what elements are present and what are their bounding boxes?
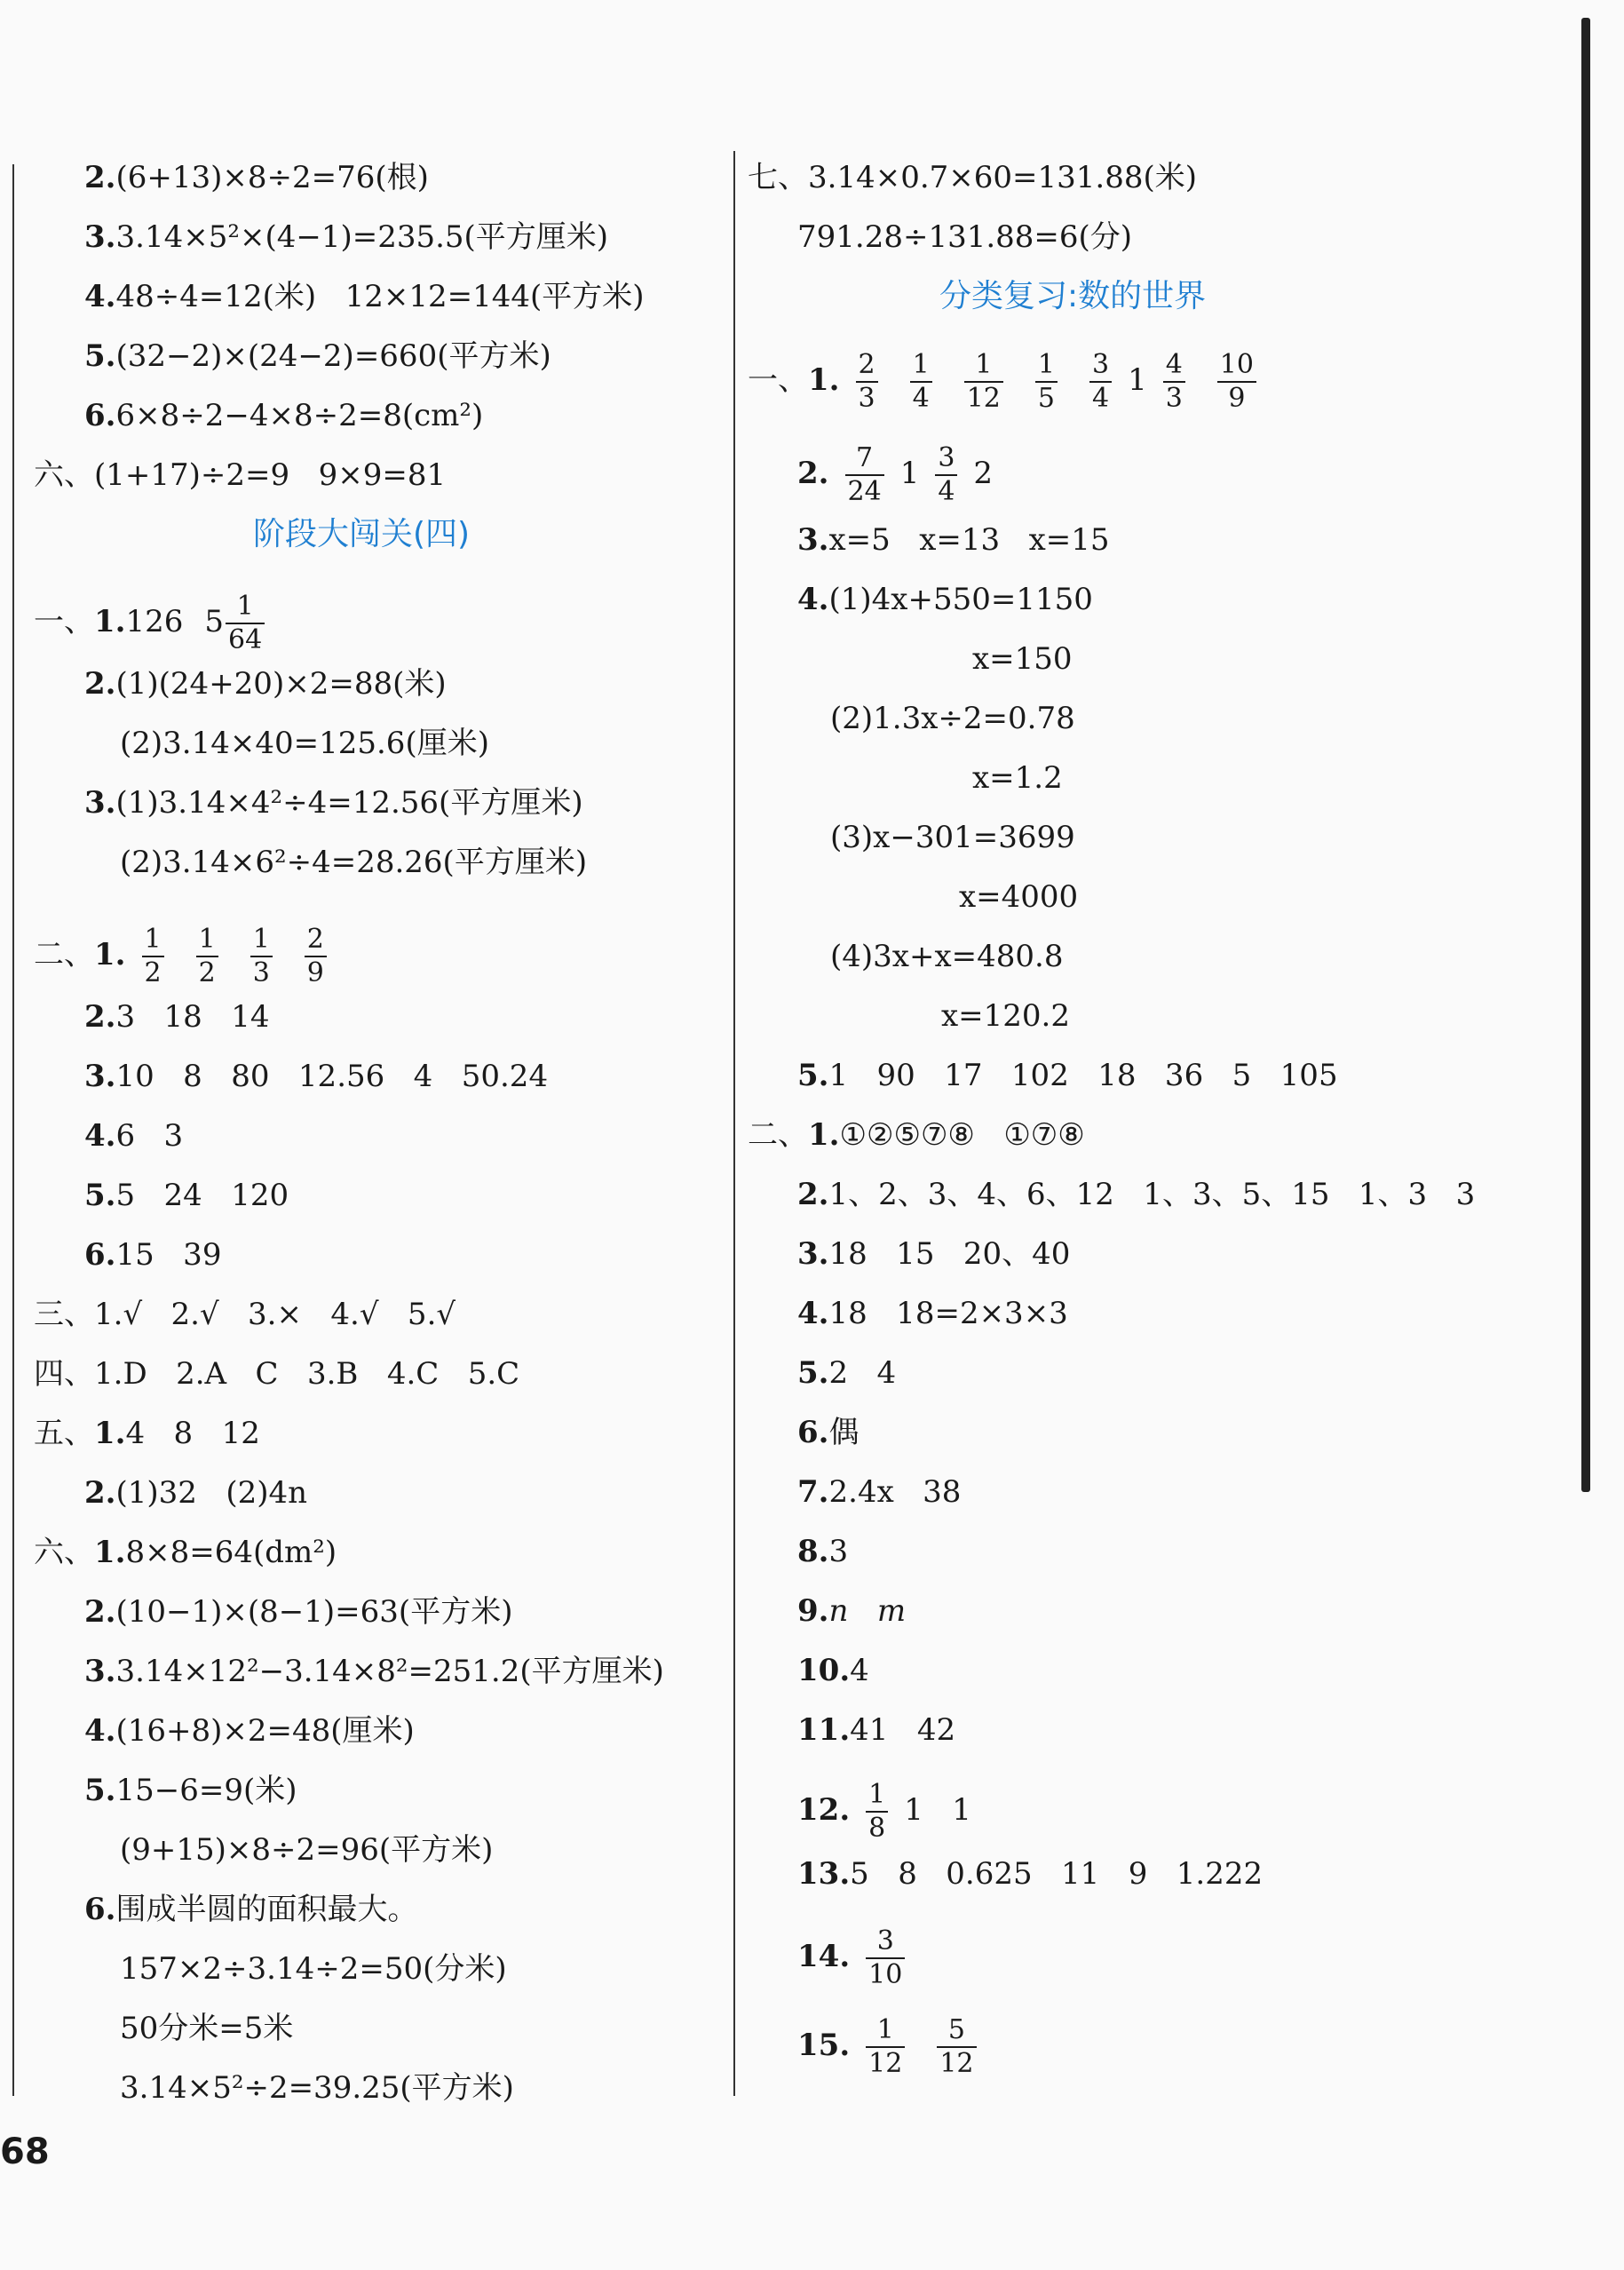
fraction: $\frac{1}{2}$: [196, 924, 218, 989]
answer-line: 15. $\frac{1}{12}$ $\frac{5}{12}$: [797, 2014, 993, 2080]
fraction: $\frac{2}{9}$: [305, 924, 327, 989]
answer-line: 2. $\frac{7}{24}$ 1 $\frac{3}{4}$ 2: [797, 442, 994, 507]
answer-line: x=1.2: [972, 760, 1063, 796]
fraction: $\frac{1}{3}$: [250, 924, 273, 989]
answer-line: (2)3.14×6²÷4=28.26(平方厘米): [120, 845, 588, 880]
answer-line: 七、3.14×0.7×60=131.88(米): [748, 160, 1197, 195]
answer-line: 3.10 8 80 12.56 4 50.24: [84, 1059, 549, 1094]
answer-line: 9.n m: [797, 1593, 907, 1629]
fraction: $\frac{10}{9}$: [1217, 349, 1256, 415]
answer-line: 5.5 24 120: [84, 1178, 289, 1213]
fraction: $\frac{1}{8}$: [866, 1779, 888, 1845]
answer-line: 13.5 8 0.625 11 9 1.222: [797, 1856, 1264, 1892]
answer-line: 11.41 42: [797, 1712, 956, 1748]
answer-line: 2.(1)32 (2)4n: [84, 1475, 308, 1511]
answer-line: 2.(1)(24+20)×2=88(米): [84, 666, 447, 702]
answer-line: 3.3.14×5²×(4−1)=235.5(平方厘米): [84, 219, 609, 255]
page-number: 68: [0, 2131, 50, 2172]
answer-line: 2.1、2、3、4、6、12 1、3、5、15 1、3 3: [797, 1177, 1476, 1212]
answer-line: 3.18 15 20、40: [797, 1236, 1071, 1272]
answer-line: x=150: [972, 641, 1073, 677]
answer-line: 四、1.D 2.A C 3.B 4.C 5.C: [34, 1356, 520, 1392]
answer-line: 5.2 4: [797, 1355, 897, 1391]
answer-line: 4.18 18=2×3×3: [797, 1296, 1068, 1331]
fraction: $\frac{1}{12}$: [964, 349, 1003, 415]
answer-line: 3.x=5 x=13 x=15: [797, 522, 1110, 558]
answer-line: 3.14×5²÷2=39.25(平方米): [120, 2070, 514, 2106]
answer-line: 一、1. $\frac{2}{3}$ $\frac{1}{4}$ $\frac{1}{12}$ $\frac{1}{5}$ $\frac{3}{4}$ 1 $\frac{4}{3}$ $\frac{10}{9}$: [748, 349, 1272, 415]
answer-line: 二、1.①②⑤⑦⑧ ①⑦⑧: [748, 1117, 1085, 1153]
answer-line: 6.6×8÷2−4×8÷2=8(cm²): [84, 398, 484, 433]
fraction: $\frac{3}{4}$: [935, 442, 957, 508]
fraction: $\frac{7}{24}$: [845, 442, 884, 508]
answer-line: 一、1.126 5 $\frac{1}{64}$: [34, 591, 281, 656]
answer-line: x=120.2: [941, 998, 1070, 1034]
answer-line: 六、(1+17)÷2=9 9×9=81: [34, 457, 447, 493]
answer-line: 五、1.4 8 12: [34, 1416, 260, 1451]
fraction: $\frac{3}{10}$: [866, 1925, 905, 1991]
answer-line: 二、1. $\frac{1}{2}$ $\frac{1}{2}$ $\frac{1}{3}$ $\frac{2}{9}$: [34, 924, 343, 989]
answer-line: (9+15)×8÷2=96(平方米): [120, 1832, 494, 1868]
answer-line: (4)3x+x=480.8: [830, 939, 1064, 974]
fraction: $\frac{3}{4}$: [1089, 349, 1112, 415]
answer-line: 10.4: [797, 1653, 869, 1688]
answer-line: 4.(16+8)×2=48(厘米): [84, 1713, 415, 1749]
answer-line: (2)1.3x÷2=0.78: [830, 701, 1075, 736]
answer-line: 6.15 39: [84, 1237, 222, 1273]
answer-line: 8.3: [797, 1534, 849, 1569]
answer-line: 3.(1)3.14×4²÷4=12.56(平方厘米): [84, 785, 583, 821]
page-binding-edge: [1581, 18, 1590, 1492]
answer-line: (2)3.14×40=125.6(厘米): [120, 726, 489, 761]
answer-line: 7.2.4x 38: [797, 1474, 962, 1510]
answer-line: 4.48÷4=12(米) 12×12=144(平方米): [84, 279, 645, 314]
section-heading: 分类复习:数的世界: [939, 278, 1207, 314]
answer-line: 157×2÷3.14÷2=50(分米): [120, 1951, 507, 1987]
answer-line: 791.28÷131.88=6(分): [797, 219, 1133, 255]
answer-line: 5.(32−2)×(24−2)=660(平方米): [84, 338, 551, 374]
answer-line: 2.(10−1)×(8−1)=63(平方米): [84, 1594, 513, 1630]
answer-line: 5.1 90 17 102 18 36 5 105: [797, 1058, 1338, 1093]
section-heading: 阶段大闯关(四): [253, 516, 471, 552]
fraction: $\frac{2}{3}$: [856, 349, 878, 415]
answer-line: 2.3 18 14: [84, 999, 270, 1035]
answer-line: 2.(6+13)×8÷2=76(根): [84, 160, 429, 195]
answer-line: 4.(1)4x+550=1150: [797, 582, 1093, 617]
fraction: $\frac{1}{12}$: [866, 2014, 905, 2080]
fraction: $\frac{1}{5}$: [1035, 349, 1058, 415]
left-margin-rule: [12, 164, 14, 2096]
answer-line: 6.偶: [797, 1415, 860, 1450]
answer-line: x=4000: [959, 879, 1079, 915]
answer-line: (3)x−301=3699: [830, 820, 1075, 855]
answer-line: 4.6 3: [84, 1118, 184, 1154]
answer-line: 6.围成半圆的面积最大。: [84, 1892, 418, 1927]
answer-line: 14. $\frac{3}{10}$: [797, 1925, 921, 1991]
answer-line: 12. $\frac{1}{8}$ 1 1: [797, 1779, 971, 1844]
fraction: $\frac{5}{12}$: [937, 2014, 976, 2080]
answer-line: 5.15−6=9(米): [84, 1773, 297, 1808]
answer-line: 三、1.√ 2.√ 3.× 4.√ 5.√: [34, 1297, 456, 1332]
answer-line: 六、1.8×8=64(dm²): [34, 1535, 337, 1570]
fraction: $\frac{1}{64}$: [226, 591, 265, 656]
answer-line: 50分米=5米: [120, 2011, 294, 2046]
fraction: $\frac{1}{2}$: [142, 924, 164, 989]
answer-line: 3.3.14×12²−3.14×8²=251.2(平方厘米): [84, 1654, 664, 1689]
fraction: $\frac{4}{3}$: [1163, 349, 1185, 415]
fraction: $\frac{1}{4}$: [910, 349, 932, 415]
column-divider: [733, 151, 735, 2096]
